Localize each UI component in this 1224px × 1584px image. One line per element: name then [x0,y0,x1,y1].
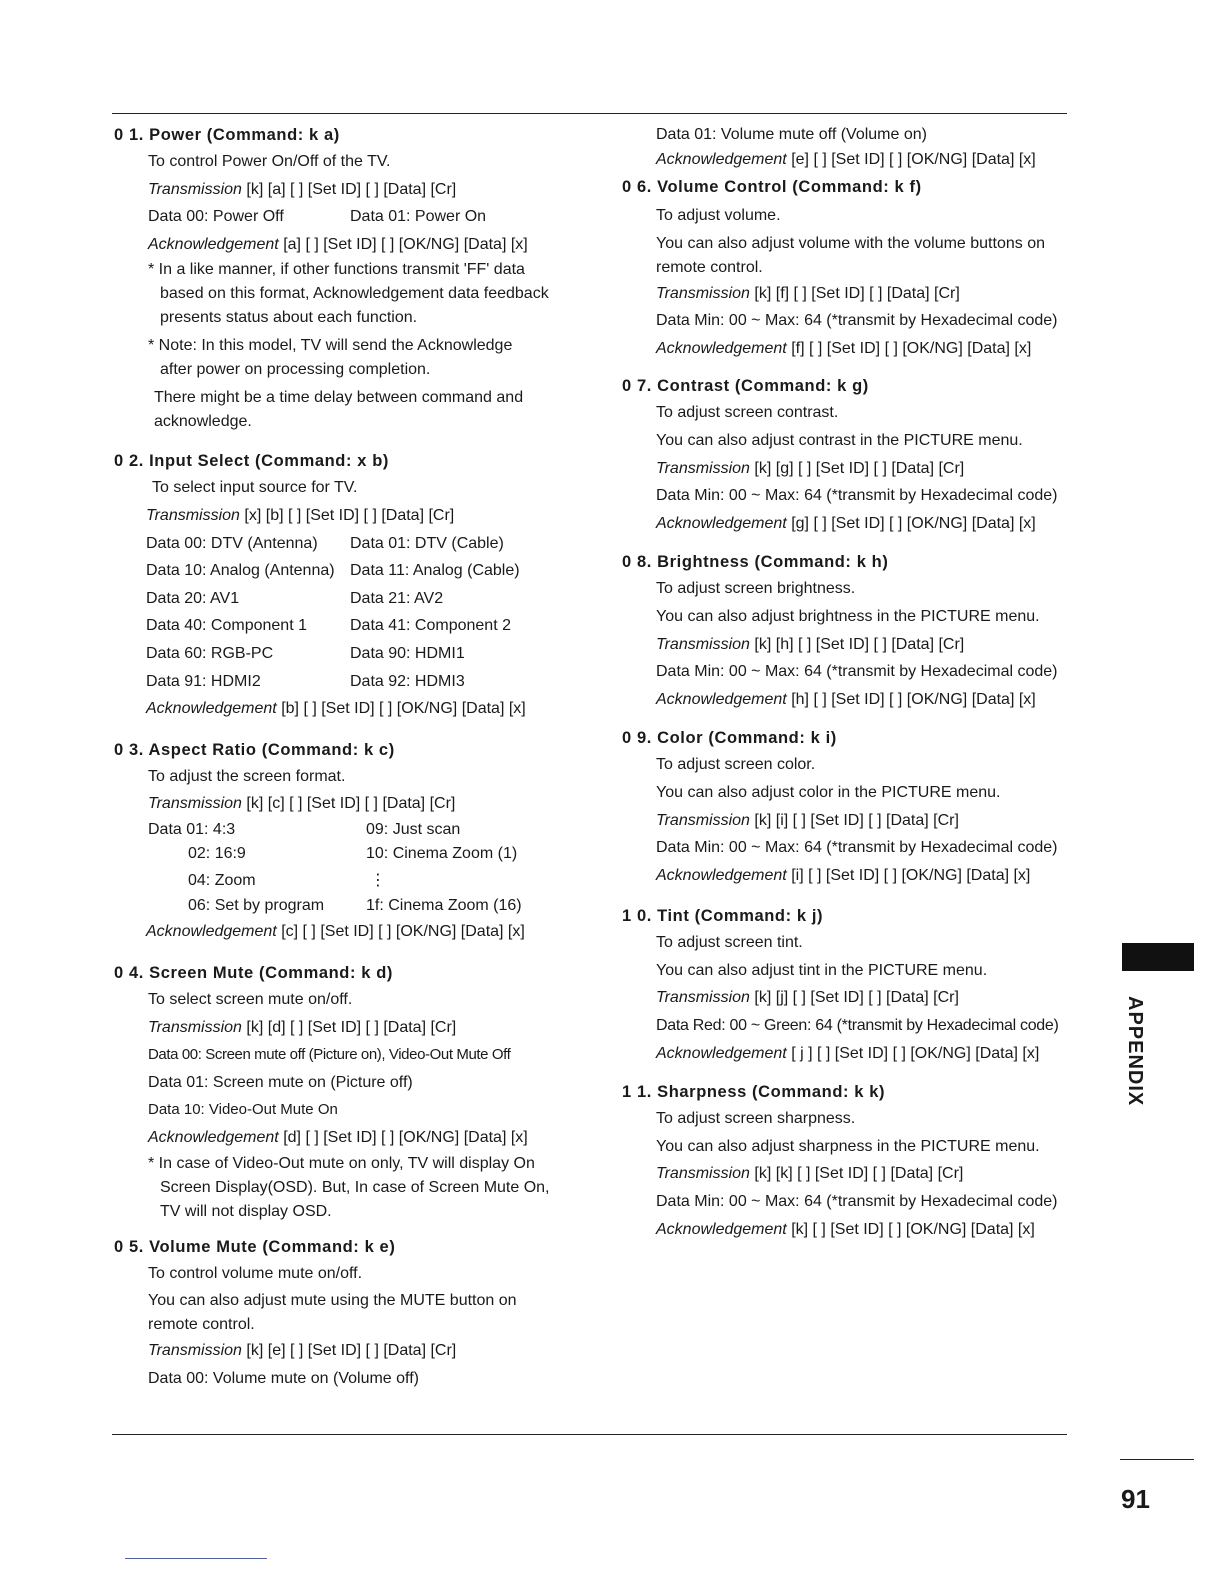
section-desc: To select input source for TV. [152,479,358,497]
data-line: Data Min: 00 ~ Max: 64 (*transmit by Hexadecimal code) [656,312,1058,330]
page-number-rule [1120,1459,1194,1460]
data-value: Data 10: Analog (Antenna) [146,562,335,580]
data-line: Data Min: 00 ~ Max: 64 (*transmit by Hexadecimal code) [656,663,1058,681]
note-line: based on this format, Acknowledgement data feedback [160,285,549,303]
desc-line: remote control. [148,1316,255,1334]
ack-line [114,231,584,259]
data-value: Data 90: HDMI1 [350,644,465,662]
transmission-code: [k] [g] [ ] [Set ID] [ ] [Data] [Cr] [754,459,965,477]
note-line: * In case of Video-Out mute on only, TV will display On [148,1154,535,1172]
ack-code: [k] [ ] [Set ID] [ ] [OK/NG] [Data] [x] [791,1220,1035,1238]
data-line: Data 00: Screen mute off (Picture on), Video-Out Mute Off [148,1046,511,1064]
bottom-rule [112,1434,1067,1435]
ack-code: [e] [ ] [Set ID] [ ] [OK/NG] [Data] [x] [791,151,1036,168]
section-title: 0 2. Input Select (Command: x b) [114,452,389,471]
note-line: acknowledge. [154,413,252,431]
transmission-line [114,502,584,530]
ack-label: Acknowledgement [148,1128,279,1146]
ack-line [622,1040,1092,1068]
data-value: Data 11: Analog (Cable) [350,562,520,580]
ack-label: Acknowledgement [146,700,277,718]
input-data-table [114,530,584,696]
transmission-code: [k] [c] [ ] [Set ID] [ ] [Data] [Cr] [246,795,456,813]
transmission-line [622,984,1092,1012]
ack-code: [ j ] [ ] [Set ID] [ ] [OK/NG] [Data] [x] [791,1044,1040,1062]
data-line: Data 00: Volume mute on (Volume off) [148,1369,419,1387]
section-title: 1 1. Sharpness (Command: k k) [622,1083,886,1102]
data-value: Data 41: Component 2 [350,617,511,635]
data-row [146,612,584,640]
section-sharpness [622,1079,1092,1243]
transmission-label: Transmission [148,180,242,198]
transmission-label: Transmission [148,795,242,813]
ack-line [622,862,1092,890]
desc-line: You can also adjust volume with the volume buttons on [656,234,1045,252]
right-column [622,122,1092,1243]
ack-label: Acknowledgement [148,235,279,253]
transmission-label: Transmission [656,635,750,653]
section-volume-mute [114,1234,584,1393]
data-line: Data Red: 00 ~ Green: 64 (*transmit by Hexadecimal code) [656,1017,1059,1035]
ack-label: Acknowledgement [656,514,787,532]
transmission-label: Transmission [656,989,750,1007]
section-desc-2: You can also adjust brightness in the PICTURE menu. [656,607,1040,625]
data-value: Data 01: 4:3 [148,820,236,838]
transmission-line [622,807,1092,835]
data-line [114,203,584,231]
section-screen-mute [114,960,584,1224]
data-line: Data 10: Video-Out Mute On [148,1101,338,1119]
data-value: Data 40: Component 1 [146,617,307,635]
data-value: Data 20: AV1 [146,589,240,607]
data-value: 06: Set by program [188,896,325,914]
ack-label: Acknowledgement [656,151,787,168]
transmission-code: [k] [i] [ ] [Set ID] [ ] [Data] [Cr] [754,811,959,829]
data-row [148,867,584,894]
data-value: Data 92: HDMI3 [350,672,465,690]
section-volume-control [622,172,1092,362]
data-line: Data Min: 00 ~ Max: 64 (*transmit by Hexadecimal code) [656,487,1058,505]
data-value: 02: 16:9 [188,845,246,863]
section-desc: To adjust volume. [656,207,781,224]
transmission-code: [k] [h] [ ] [Set ID] [ ] [Data] [Cr] [754,635,965,653]
section-title: 0 5. Volume Mute (Command: k e) [114,1237,396,1256]
note [114,1152,584,1224]
transmission-line [622,1160,1092,1188]
ack-line [622,686,1092,714]
ellipsis-glyph: ⋮ [370,871,386,889]
section-desc: To adjust screen brightness. [656,580,856,598]
transmission-line [114,176,584,204]
section-tint [622,903,1092,1067]
data-value: Data 00: DTV (Antenna) [146,534,318,552]
section-title: 0 3. Aspect Ratio (Command: k c) [114,740,395,759]
data-value: Data 21: AV2 [350,589,444,607]
section-volume-mute-cont [622,122,1092,172]
ack-line [114,695,584,723]
ack-line [622,1216,1092,1244]
ack-code: [b] [ ] [Set ID] [ ] [OK/NG] [Data] [x] [281,700,526,718]
section-desc: To adjust screen tint. [656,934,803,952]
section-input-select [114,448,584,722]
data-value: Data 91: HDMI2 [146,672,261,690]
data-row [146,530,584,558]
data-value: Data 01: Power On [350,208,487,226]
ack-code: [a] [ ] [Set ID] [ ] [OK/NG] [Data] [x] [283,235,528,253]
data-row [148,818,584,843]
section-title: 0 9. Color (Command: k i) [622,729,837,748]
data-line: Data 01: Volume mute off (Volume on) [656,126,927,143]
ack-line [114,1124,584,1152]
section-aspect-ratio [114,737,584,946]
section-contrast [622,373,1092,537]
transmission-code: [k] [k] [ ] [Set ID] [ ] [Data] [Cr] [754,1165,964,1183]
section-title: 0 8. Brightness (Command: k h) [622,553,889,572]
data-value: 1f: Cinema Zoom (16) [366,896,522,914]
transmission-label: Transmission [656,459,750,477]
section-desc: To control volume mute on/off. [148,1264,363,1282]
transmission-label: Transmission [148,1342,242,1360]
transmission-code: [k] [f] [ ] [Set ID] [ ] [Data] [Cr] [754,284,960,302]
data-row [146,557,584,585]
ack-label: Acknowledgement [656,866,787,884]
ack-line [622,510,1092,538]
data-row [146,640,584,668]
transmission-label: Transmission [656,1165,750,1183]
section-title: 0 7. Contrast (Command: k g) [622,377,869,396]
ack-line [114,918,584,946]
note-line: Screen Display(OSD). But, In case of Screen Mute On, [160,1178,550,1196]
note-line: * Note: In this model, TV will send the Acknowledge [148,337,513,355]
section-desc-2 [622,232,1092,280]
note-line: * In a like manner, if other functions transmit 'FF' data [148,261,525,279]
transmission-line [114,1337,584,1365]
section-title: 1 0. Tint (Command: k j) [622,907,824,926]
note-line: presents status about each function. [160,309,418,327]
section-desc: To control Power On/Off of the TV. [148,153,391,170]
page-number: 91 [1121,1484,1150,1514]
transmission-line [622,631,1092,659]
transmission-code: [k] [d] [ ] [Set ID] [ ] [Data] [Cr] [246,1018,457,1036]
left-column [114,122,584,1392]
ack-line [622,335,1092,363]
data-value: Data 00: Power Off [148,208,284,226]
data-row [148,894,584,919]
data-row [148,842,584,867]
appendix-tab-marker [1122,943,1194,971]
ack-code: [h] [ ] [Set ID] [ ] [OK/NG] [Data] [x] [791,690,1036,708]
data-line: Data 01: Screen mute on (Picture off) [148,1073,413,1091]
section-desc-2 [114,1289,584,1337]
transmission-line [114,1014,584,1042]
data-value: Data 01: DTV (Cable) [350,534,504,552]
section-brightness [622,549,1092,713]
note [114,258,584,434]
data-value: 04: Zoom [188,871,256,889]
transmission-code: [k] [a] [ ] [Set ID] [ ] [Data] [Cr] [246,180,457,198]
footer-link-rule [125,1558,267,1559]
ack-line [622,148,1092,172]
transmission-code: [k] [j] [ ] [Set ID] [ ] [Data] [Cr] [754,989,959,1007]
section-desc-2: You can also adjust contrast in the PICTURE menu. [656,431,1023,449]
section-title: 0 1. Power (Command: k a) [114,126,340,144]
note-line: after power on processing completion. [160,361,431,379]
ack-code: [c] [ ] [Set ID] [ ] [OK/NG] [Data] [x] [281,923,525,941]
data-value: 09: Just scan [366,820,461,838]
transmission-code: [k] [e] [ ] [Set ID] [ ] [Data] [Cr] [246,1342,457,1360]
note-line: There might be a time delay between command and [154,389,524,407]
section-title: 0 4. Screen Mute (Command: k d) [114,964,393,982]
section-desc-2: You can also adjust sharpness in the PICTURE menu. [656,1137,1040,1155]
ack-label: Acknowledgement [656,339,787,357]
section-title: 0 6. Volume Control (Command: k f) [622,178,922,196]
ack-label: Acknowledgement [656,1044,787,1062]
data-value: Data 60: RGB-PC [146,644,274,662]
note-line: TV will not display OSD. [160,1202,332,1220]
section-desc-2: You can also adjust color in the PICTURE menu. [656,783,1001,801]
section-desc-2: You can also adjust tint in the PICTURE menu. [656,961,988,979]
desc-line: remote control. [656,258,763,276]
transmission-line [622,280,1092,308]
ack-label: Acknowledgement [656,690,787,708]
section-desc: To adjust screen color. [656,756,816,774]
top-rule [112,113,1067,114]
section-power [114,122,584,434]
ack-code: [d] [ ] [Set ID] [ ] [OK/NG] [Data] [x] [283,1128,528,1146]
transmission-label: Transmission [146,506,240,524]
aspect-data-table [114,818,584,919]
data-value: 10: Cinema Zoom (1) [366,845,518,863]
ack-label: Acknowledgement [146,923,277,941]
data-line: Data Min: 00 ~ Max: 64 (*transmit by Hexadecimal code) [656,1193,1058,1211]
ack-code: [i] [ ] [Set ID] [ ] [OK/NG] [Data] [x] [791,866,1031,884]
transmission-label: Transmission [656,284,750,302]
transmission-label: Transmission [656,811,750,829]
transmission-line [622,455,1092,483]
desc-line: You can also adjust mute using the MUTE button on [148,1292,517,1310]
transmission-code: [x] [b] [ ] [Set ID] [ ] [Data] [Cr] [244,506,455,524]
section-desc: To adjust screen sharpness. [656,1110,856,1128]
data-row [146,668,584,696]
section-color [622,725,1092,889]
ack-label: Acknowledgement [656,1220,787,1238]
ack-code: [g] [ ] [Set ID] [ ] [OK/NG] [Data] [x] [791,514,1036,532]
transmission-label: Transmission [148,1018,242,1036]
transmission-line [114,790,584,818]
section-desc: To adjust screen contrast. [656,404,839,422]
data-row [146,585,584,613]
section-desc: To adjust the screen format. [148,767,346,785]
ack-code: [f] [ ] [Set ID] [ ] [OK/NG] [Data] [x] [791,339,1032,357]
data-line: Data Min: 00 ~ Max: 64 (*transmit by Hexadecimal code) [656,839,1058,857]
section-desc: To select screen mute on/off. [148,991,353,1008]
appendix-side-label: APPENDIX [1124,996,1146,1107]
